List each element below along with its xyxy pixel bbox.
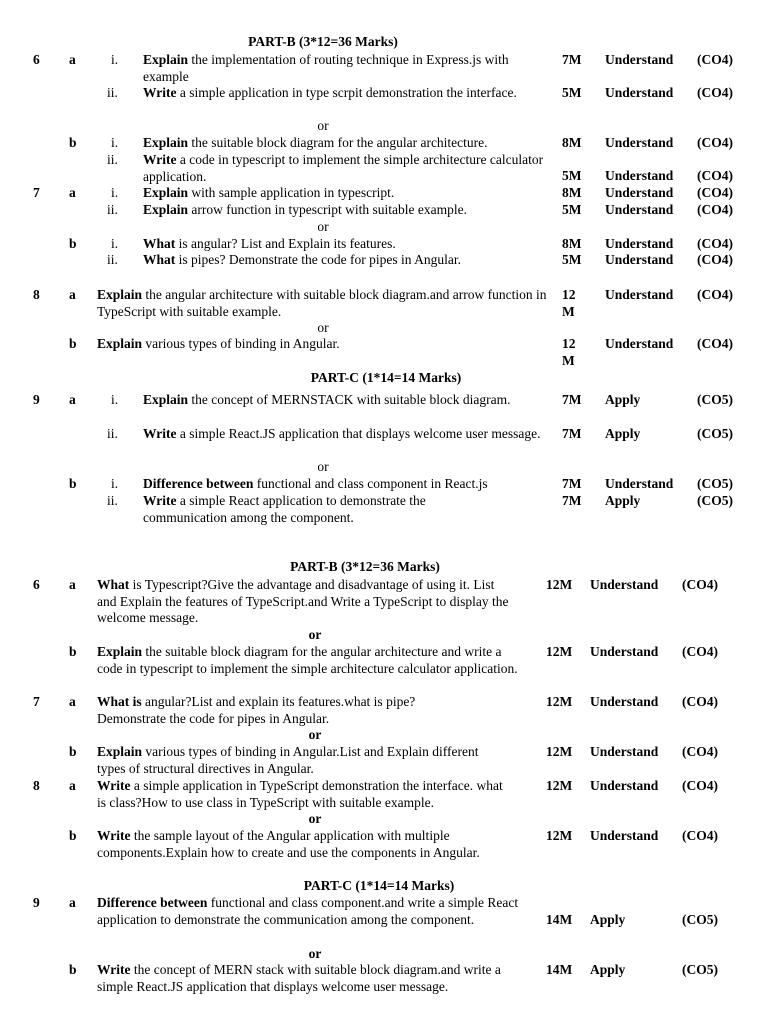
question-text bbox=[97, 336, 340, 353]
question-number: 6 bbox=[33, 52, 40, 67]
question-text bbox=[143, 426, 548, 443]
marks: 12M bbox=[546, 577, 573, 592]
question-body: angular?List and explain its features.what is pipe? Demonstrate the code for pipes in Angular. bbox=[97, 694, 416, 726]
sub-question-number: i. bbox=[111, 135, 119, 150]
question-keyword: Write bbox=[143, 493, 177, 508]
bloom-level: Understand bbox=[605, 135, 674, 150]
question-option: a bbox=[69, 52, 76, 67]
question-body: a code in typescript to implement the simple architecture calculator application. bbox=[143, 152, 544, 184]
question-keyword: Explain bbox=[143, 202, 189, 217]
question-text bbox=[143, 252, 461, 269]
course-outcome: (CO5) bbox=[697, 426, 733, 441]
question-option: b bbox=[69, 644, 77, 659]
course-outcome: (CO4) bbox=[682, 644, 718, 659]
course-outcome: (CO4) bbox=[697, 287, 733, 302]
or-separator: or bbox=[317, 320, 329, 335]
question-keyword: Explain bbox=[97, 287, 143, 302]
question-text bbox=[97, 744, 487, 777]
question-keyword: Explain bbox=[143, 52, 189, 67]
question-body: the concept of MERN stack with suitable block diagram.and write a simple React.JS application that displays welcome user message. bbox=[97, 962, 501, 994]
course-outcome: (CO4) bbox=[682, 577, 718, 592]
question-text bbox=[97, 577, 517, 627]
question-body: with sample application in typescript. bbox=[188, 185, 395, 200]
question-keyword: Difference between bbox=[97, 895, 208, 910]
question-option: b bbox=[69, 336, 77, 351]
question-keyword: Write bbox=[143, 426, 177, 441]
marks: 8M bbox=[562, 135, 582, 150]
marks: 12 M bbox=[562, 336, 576, 368]
question-text bbox=[143, 135, 553, 152]
bloom-level: Understand bbox=[605, 287, 674, 302]
course-outcome: (CO4) bbox=[697, 85, 733, 100]
question-body: a simple application in TypeScript demonstration the interface. what is class?How to use class in TypeScript with suitable example. bbox=[97, 778, 503, 810]
question-keyword: What bbox=[143, 236, 176, 251]
question-option: a bbox=[69, 895, 76, 910]
question-keyword: Write bbox=[143, 85, 177, 100]
sub-question-number: ii. bbox=[107, 85, 118, 100]
bloom-level: Apply bbox=[605, 392, 641, 407]
bloom-level: Understand bbox=[605, 52, 674, 67]
question-number: 9 bbox=[33, 392, 40, 407]
question-option: a bbox=[69, 694, 76, 709]
or-separator: or bbox=[308, 811, 322, 826]
question-keyword: Explain bbox=[97, 744, 143, 759]
bloom-level: Understand bbox=[605, 476, 674, 491]
part-c-heading: PART-C (1*14=14 Marks) bbox=[303, 878, 455, 893]
question-body: the suitable block diagram for the angular architecture and write a code in typescript to implement the simple architecture calculator application. bbox=[97, 644, 518, 676]
question-text bbox=[97, 778, 512, 811]
question-body: the implementation of routing technique in Express.js with example bbox=[143, 52, 509, 84]
question-body: the angular architecture with suitable block diagram.and arrow function in TypeScript with suitable example. bbox=[97, 287, 547, 319]
marks: 5M bbox=[562, 168, 582, 183]
sub-question-number: i. bbox=[111, 236, 119, 251]
marks: 5M bbox=[562, 85, 582, 100]
question-option: a bbox=[69, 577, 76, 592]
course-outcome: (CO5) bbox=[697, 392, 733, 407]
question-text bbox=[143, 476, 488, 493]
bloom-level: Understand bbox=[590, 644, 659, 659]
bloom-level: Understand bbox=[605, 168, 674, 183]
or-separator: or bbox=[308, 627, 322, 642]
question-keyword: Explain bbox=[97, 336, 143, 351]
question-option: b bbox=[69, 744, 77, 759]
question-option: b bbox=[69, 236, 77, 251]
question-option: b bbox=[69, 135, 77, 150]
question-text bbox=[97, 828, 517, 861]
bloom-level: Understand bbox=[590, 577, 659, 592]
course-outcome: (CO4) bbox=[697, 135, 733, 150]
question-text bbox=[143, 52, 548, 85]
question-text bbox=[143, 185, 394, 202]
course-outcome: (CO5) bbox=[697, 476, 733, 491]
marks: 12M bbox=[546, 644, 573, 659]
or-separator: or bbox=[308, 727, 322, 742]
question-text bbox=[97, 694, 477, 727]
bloom-level: Understand bbox=[590, 744, 659, 759]
question-keyword: Explain bbox=[143, 185, 189, 200]
course-outcome: (CO4) bbox=[697, 168, 733, 183]
part-b-heading: PART-B (3*12=36 Marks) bbox=[248, 34, 398, 49]
marks: 7M bbox=[562, 426, 582, 441]
question-body: the suitable block diagram for the angular architecture. bbox=[188, 135, 488, 150]
question-option: a bbox=[69, 392, 76, 407]
marks: 12M bbox=[546, 828, 573, 843]
course-outcome: (CO4) bbox=[682, 778, 718, 793]
question-text bbox=[143, 152, 548, 185]
marks: 7M bbox=[562, 476, 582, 491]
bloom-level: Apply bbox=[605, 426, 641, 441]
marks: 14M bbox=[546, 912, 573, 927]
question-body: various types of binding in Angular. bbox=[142, 336, 340, 351]
question-body: is angular? List and Explain its features. bbox=[175, 236, 396, 251]
question-text bbox=[97, 644, 522, 677]
sub-question-number: ii. bbox=[107, 426, 118, 441]
question-text bbox=[143, 85, 523, 102]
question-keyword: Explain bbox=[143, 135, 189, 150]
marks: 5M bbox=[562, 202, 582, 217]
bloom-level: Understand bbox=[590, 694, 659, 709]
question-text bbox=[143, 202, 467, 219]
bloom-level: Apply bbox=[605, 493, 641, 508]
question-body: is pipes? Demonstrate the code for pipes in Angular. bbox=[175, 252, 461, 267]
question-keyword: Explain bbox=[143, 392, 189, 407]
sub-question-number: ii. bbox=[107, 493, 118, 508]
question-keyword: Write bbox=[97, 828, 131, 843]
course-outcome: (CO4) bbox=[682, 694, 718, 709]
marks: 12 M bbox=[562, 287, 576, 319]
question-keyword: Write bbox=[143, 152, 177, 167]
question-text bbox=[143, 493, 488, 526]
bloom-level: Understand bbox=[605, 236, 674, 251]
bloom-level: Understand bbox=[605, 336, 674, 351]
question-text bbox=[143, 236, 396, 253]
marks: 8M bbox=[562, 185, 582, 200]
question-keyword: Explain bbox=[97, 644, 143, 659]
course-outcome: (CO5) bbox=[697, 493, 733, 508]
course-outcome: (CO5) bbox=[682, 912, 718, 927]
question-number: 7 bbox=[33, 694, 40, 709]
marks: 8M bbox=[562, 236, 582, 251]
sub-question-number: i. bbox=[111, 392, 119, 407]
marks: 12M bbox=[546, 744, 573, 759]
bloom-level: Understand bbox=[605, 85, 674, 100]
bloom-level: Apply bbox=[590, 912, 626, 927]
bloom-level: Apply bbox=[590, 962, 626, 977]
course-outcome: (CO4) bbox=[697, 336, 733, 351]
question-option: b bbox=[69, 828, 77, 843]
question-keyword: Write bbox=[97, 962, 131, 977]
question-option: b bbox=[69, 962, 77, 977]
question-option: a bbox=[69, 778, 76, 793]
question-option: a bbox=[69, 287, 76, 302]
question-number: 8 bbox=[33, 287, 40, 302]
question-body: is Typescript?Give the advantage and disadvantage of using it. List and Explain the features of TypeScript.and Write a TypeScript to display the welcome message. bbox=[97, 577, 509, 625]
question-body: various types of binding in Angular.List and Explain different types of structural directives in Angular. bbox=[97, 744, 479, 776]
question-number: 9 bbox=[33, 895, 40, 910]
course-outcome: (CO4) bbox=[697, 236, 733, 251]
sub-question-number: ii. bbox=[107, 252, 118, 267]
question-text bbox=[143, 392, 523, 409]
sub-question-number: ii. bbox=[107, 202, 118, 217]
bloom-level: Understand bbox=[605, 252, 674, 267]
question-option: a bbox=[69, 185, 76, 200]
question-keyword: What bbox=[143, 252, 176, 267]
or-separator: or bbox=[317, 459, 329, 474]
question-keyword: What is bbox=[97, 694, 142, 709]
question-body: arrow function in typescript with suitable example. bbox=[188, 202, 467, 217]
marks: 7M bbox=[562, 52, 582, 67]
question-body: a simple React.JS application that displays welcome user message. bbox=[176, 426, 541, 441]
or-separator: or bbox=[317, 219, 329, 234]
sub-question-number: i. bbox=[111, 52, 119, 67]
question-body: functional and class component.and write a simple React application to demonstrate the communication among the component. bbox=[97, 895, 519, 927]
bloom-level: Understand bbox=[590, 778, 659, 793]
question-number: 8 bbox=[33, 778, 40, 793]
sub-question-number: ii. bbox=[107, 152, 118, 167]
marks: 12M bbox=[546, 694, 573, 709]
course-outcome: (CO4) bbox=[682, 744, 718, 759]
part-b-heading: PART-B (3*12=36 Marks) bbox=[290, 559, 440, 574]
question-keyword: Write bbox=[97, 778, 131, 793]
question-number: 7 bbox=[33, 185, 40, 200]
question-body: the sample layout of the Angular application with multiple components.Explain how to create and use the components in Angular. bbox=[97, 828, 480, 860]
question-number: 6 bbox=[33, 577, 40, 592]
question-text bbox=[97, 895, 522, 928]
course-outcome: (CO4) bbox=[697, 185, 733, 200]
question-body: the concept of MERNSTACK with suitable block diagram. bbox=[188, 392, 511, 407]
question-text bbox=[97, 287, 549, 320]
question-body: a simple React application to demonstrate the communication among the component. bbox=[143, 493, 426, 525]
question-body: functional and class component in React.js bbox=[253, 476, 488, 491]
question-body: a simple application in type scrpit demonstration the interface. bbox=[176, 85, 517, 100]
question-keyword: What bbox=[97, 577, 130, 592]
marks: 14M bbox=[546, 962, 573, 977]
sub-question-number: i. bbox=[111, 185, 119, 200]
bloom-level: Understand bbox=[590, 828, 659, 843]
part-c-heading: PART-C (1*14=14 Marks) bbox=[310, 370, 462, 385]
course-outcome: (CO4) bbox=[682, 828, 718, 843]
sub-question-number: i. bbox=[111, 476, 119, 491]
course-outcome: (CO5) bbox=[682, 962, 718, 977]
or-separator: or bbox=[317, 118, 329, 133]
marks: 5M bbox=[562, 252, 582, 267]
question-option: b bbox=[69, 476, 77, 491]
or-separator: or bbox=[308, 946, 322, 961]
question-text bbox=[97, 962, 522, 995]
bloom-level: Understand bbox=[605, 202, 674, 217]
bloom-level: Understand bbox=[605, 185, 674, 200]
course-outcome: (CO4) bbox=[697, 202, 733, 217]
marks: 7M bbox=[562, 493, 582, 508]
course-outcome: (CO4) bbox=[697, 52, 733, 67]
course-outcome: (CO4) bbox=[697, 252, 733, 267]
question-keyword: Difference between bbox=[143, 476, 254, 491]
marks: 7M bbox=[562, 392, 582, 407]
marks: 12M bbox=[546, 778, 573, 793]
